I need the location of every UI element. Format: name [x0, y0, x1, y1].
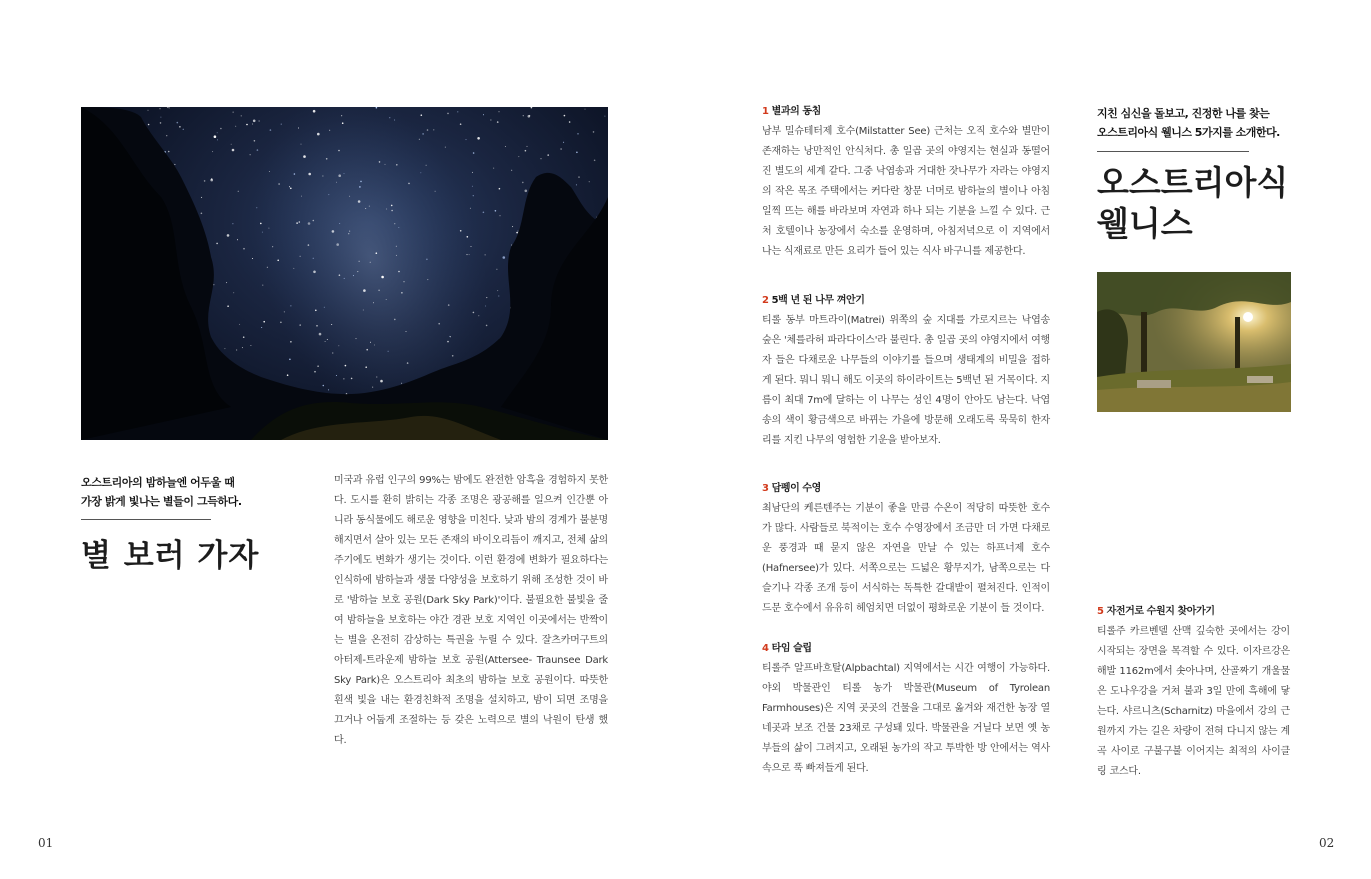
section-5-title: 자전거로 수원지 찾아가기 — [1106, 606, 1215, 617]
left-lead-line-1: 오스트리아의 밤하늘엔 어두울 때 — [81, 476, 235, 489]
right-lead-line-1: 지친 심신을 돌보고, 진정한 나를 찾는 — [1097, 107, 1270, 120]
section-4 — [762, 641, 1050, 779]
page-number-right: 02 — [1319, 836, 1335, 850]
section-5-heading — [1097, 604, 1290, 620]
section-1-title: 별과의 동침 — [771, 106, 821, 117]
section-3-number: 3 — [762, 483, 769, 494]
section-1-body: 남부 밀슈테터제 호수(Milstatter See) 근처는 오직 호수와 별만이 존재하는 낭만적인 안식처다. 총 일곱 곳의 야영지는 현실과 동떨어진 별도의 세계 같다. 그중 낙엽송과 거대한 잣나무가 자라는 야영지의 작은 목조 주택에서는 커다란 창문 너머로 밤하늘의 별이나 아침 일찍 뜨는 해를 바라보며 자연과 하나 되는 기분을 느낄 수 있다. 근처 호텔이나 농장에서 숙소를 운영하며, 아침저녁으로 이 지역에서 나는 식재료로 만든 요리가 들어 있는 식사 바구니를 제공한다. — [762, 126, 1050, 257]
section-5-number: 5 — [1097, 606, 1104, 617]
left-body-text: 미국과 유럽 인구의 99%는 밤에도 완전한 암흑을 경험하지 못한다. 도시를 환히 밝히는 각종 조명은 광공해를 일으켜 인간뿐 아니라 동식물에도 해로운 영향을 미친다. 낮과 밤의 경계가 불분명해지면서 살아 있는 모든 존재의 바이오리듬이 깨지고, 전체 삶의 주기에도 변화가 생기는 것이다. 이런 환경에 변화가 필요하다는 인식하에 밤하늘과 생물 다양성을 보호하기 위해 조성한 것이 바로 '밤하늘 보호 공원(Dark Sky Park)'이다. 불필요한 불빛을 줄여 밤하늘을 보호하는 야간 경관 보호 지역인 이곳에서는 반짝이는 별을 온전히 감상하는 특권을 누릴 수 있다. 잘츠카머구트의 아터제-트라운제 밤하늘 보호 공원(Attersee- Traunsee Dark Sky Park)은 오스트리아 최초의 밤하늘 보호 공원이다. 따뜻한 흰색 빛을 내는 환경친화적 조명을 설치하고, 밤이 되면 조명을 끄거나 어둡게 조절하는 등 갖은 노력으로 별의 낙원이 탄생 했다. — [334, 475, 608, 746]
section-3-heading — [762, 481, 1050, 497]
section-5-body: 티롤주 카르벤델 산맥 깊숙한 곳에서는 강이 시작되는 장면을 목격할 수 있다. 이자르강은 해발 1162m에서 솟아나며, 산골짜기 개울물은 도나우강을 거쳐 불과 3일 만에 흑해에 닿는다. 샤르니츠(Scharnitz) 마을에서 강의 근원까지 가는 길은 차량이 전혀 다니지 않는 계곡 사이로 구불구불 이어지는 최적의 사이클링 코스다. — [1097, 626, 1290, 777]
left-lead-text — [81, 473, 301, 511]
left-lead-line-2: 가장 밝게 빛나는 별들이 그득하다. — [81, 495, 242, 508]
right-divider — [1097, 151, 1249, 152]
section-4-number: 4 — [762, 643, 769, 654]
night-sky-photo — [81, 107, 608, 440]
section-4-heading — [762, 641, 1050, 657]
section-2-number: 2 — [762, 295, 769, 306]
section-3-body: 최남단의 케른텐주는 기분이 좋을 만큼 수온이 적당히 따뜻한 호수가 많다. 사람들로 북적이는 호수 수영장에서 조금만 더 가면 다채로운 풍경과 때 묻지 않은 자연을 만날 수 있는 하프너제 호수(Hafnersee)가 있다. 서쪽으로는 드넓은 황무지가, 남쪽으로는 다슬기나 각종 조개 등이 서식하는 독특한 갈대밭이 펼쳐진다. 인적이 드문 호수에서 유유히 헤엄치면 더없이 평화로운 기분이 들 것이다. — [762, 503, 1050, 614]
section-2-heading — [762, 293, 1050, 309]
section-3-title: 담펭이 수영 — [771, 483, 821, 494]
right-lead-text — [1097, 104, 1297, 142]
section-2 — [762, 293, 1050, 451]
right-page-title: 오스트리아식 웰니스 — [1097, 163, 1289, 243]
page-number-left: 01 — [38, 836, 54, 850]
section-3 — [762, 481, 1050, 619]
section-2-body: 티롤 동부 마트라이(Matrei) 위쪽의 숲 지대를 가로지르는 낙엽송 숲은 '체를라허 파라다이스'라 불린다. 총 일곱 곳의 야영지에서 여행자 들은 다채로운 나무들의 이야기를 들으며 생태계의 비밀을 접하게 된다. 뭐니 뭐니 해도 이곳의 하이라이트는 5백년 된 거목이다. 지름이 최대 7m에 달하는 이 나무는 성인 4명이 안아도 남는다. 낙엽송의 색이 황금색으로 바뀌는 가을에 방문해 오래도록 묵묵히 한자리를 지킨 나무의 영험한 기운을 받아보자. — [762, 315, 1050, 446]
park-sunset-photo — [1097, 272, 1291, 412]
section-5 — [1097, 604, 1290, 782]
section-4-title: 타임 슬립 — [771, 643, 812, 654]
section-4-body: 티롤주 알프바흐탈(Alpbachtal) 지역에서는 시간 여행이 가능하다. 야외 박물관인 티롤 농가 박물관(Museum of Tyrolean Farmhouses)은 지역 곳곳의 건물을 그대로 옮겨와 재건한 농장 열 네곳과 보조 건물 23채로 구성돼 있다. 박물관을 거닐다 보면 옛 농부들의 삶이 그려지고, 오래된 농가의 작고 투박한 방 안에서는 역사 속으로 푹 빠져들게 된다. — [762, 663, 1050, 774]
left-divider — [81, 519, 211, 520]
section-1-heading — [762, 104, 1050, 120]
left-page-title: 별 보러 가자 — [81, 538, 260, 574]
section-1-number: 1 — [762, 106, 769, 117]
section-1 — [762, 104, 1050, 262]
section-2-title: 5백 년 된 나무 껴안기 — [771, 295, 865, 306]
right-lead-line-2: 오스트리아식 웰니스 5가지를 소개한다. — [1097, 126, 1280, 139]
